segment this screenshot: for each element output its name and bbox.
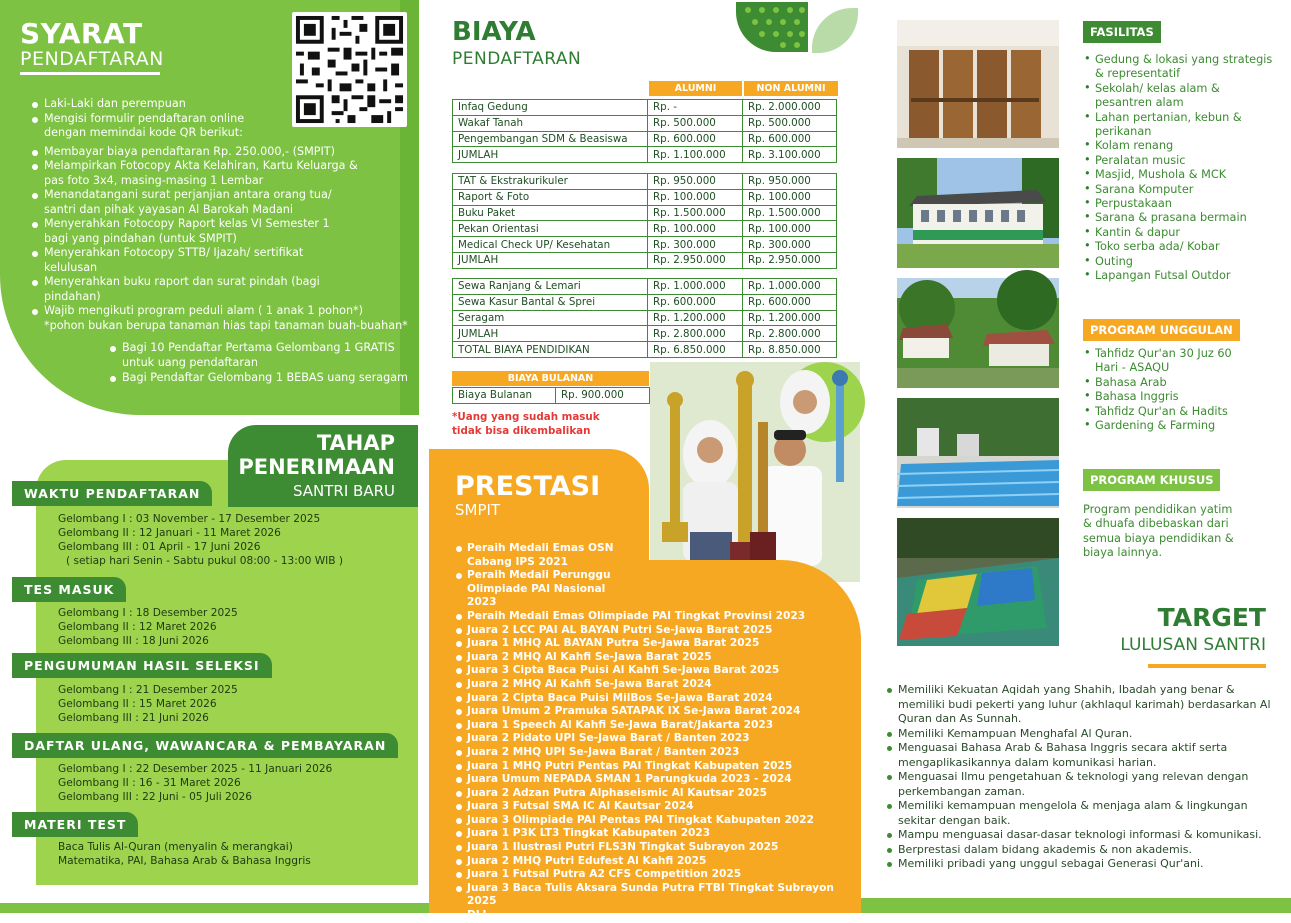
prestasi-subtitle: SMPIT [455, 501, 501, 519]
warning-line: *Uang yang sudah masuk [452, 411, 600, 423]
target-subtitle: LULUSAN SANTRI [1120, 635, 1266, 655]
schedule-line: Gelombang I : 22 Desember 2025 - 11 Januari 2026 [58, 763, 333, 775]
syarat-item: Membayar biaya pendaftaran Rp. 250.000,- (SMPIT) [30, 145, 390, 160]
prestasi-item: Peraih Medali Emas OSN Cabang IPS 2021 [455, 542, 630, 569]
materi-line: Baca Tulis Al-Quran (menyalin & merangkai) [58, 841, 293, 853]
unggulan-item: • Gardening & Farming [1083, 419, 1243, 433]
fasilitas-item: • Sekolah/ kelas alam & pesantren alam [1083, 82, 1273, 111]
cell: Wakaf Tanah [453, 115, 648, 131]
cell: Buku Paket [453, 205, 648, 221]
prestasi-item: Juara 2 MHQ UPI Se-Jawa Barat / Banten 2023 [455, 746, 850, 760]
fasilitas-item: • Kantin & dapur [1083, 226, 1273, 240]
program-unggulan-list [1083, 347, 1243, 433]
fasilitas-item: • Kolam renang [1083, 139, 1273, 153]
tes-schedule [58, 606, 238, 648]
waktu-schedule [58, 512, 343, 568]
table-row-total [453, 252, 837, 268]
daftar-ulang-label: DAFTAR ULANG, WAWANCARA & PEMBAYARAN [12, 733, 398, 758]
syarat-item: Menandatangani surat perjanjian antara orang tua/ santri dan pihak yayasan Al Barokah Madani [30, 188, 350, 217]
cell: Seragam [453, 310, 648, 326]
fasilitas-item: • Lapangan Futsal Outdor [1083, 269, 1273, 283]
bottom-strip-right [861, 898, 1291, 913]
cell: Rp. 1.200.000 [648, 310, 743, 326]
table-row [453, 174, 837, 190]
prestasi-item: Juara 2 LCC PAI AL BAYAN Putri Se-Jawa Barat 2025 [455, 624, 850, 638]
table-row-grand-total [453, 342, 837, 358]
cell: JUMLAH [453, 326, 648, 342]
biaya-title: BIAYA [452, 17, 536, 47]
cell: Rp. 600.000 [648, 294, 743, 310]
cell: Rp. 8.850.000 [743, 342, 837, 358]
biaya-table-1 [452, 99, 837, 163]
table-row [453, 310, 837, 326]
prestasi-item: Juara 2 MHQ Al Kahfi Se-Jawa Barat 2024 [455, 678, 850, 692]
tes-masuk-label: TES MASUK [12, 577, 126, 602]
cell: Rp. 600.000 [743, 131, 837, 147]
fasilitas-item: • Peralatan music [1083, 154, 1273, 168]
cell: Rp. 2.950.000 [648, 252, 743, 268]
cell: Rp. 950.000 [648, 174, 743, 190]
cell: Pekan Orientasi [453, 221, 648, 237]
dormitory-image [897, 20, 1059, 148]
syarat-item: Menyerahkan Fotocopy STTB/ Ijazah/ sertifikat kelulusan [30, 246, 320, 275]
cell: Medical Check UP/ Kesehatan [453, 237, 648, 253]
photo-futsal-court [897, 518, 1059, 646]
cell: Rp. 100.000 [743, 189, 837, 205]
fasilitas-item: • Gedung & lokasi yang strategis & representatif [1083, 53, 1273, 82]
syarat-item: Laki-Laki dan perempuan [30, 97, 390, 112]
prestasi-item: Juara 3 Futsal SMA IC Al Kautsar 2024 [455, 800, 850, 814]
prestasi-item: Juara 2 Cipta Baca Puisi MilBos Se-Jawa Barat 2024 [455, 692, 850, 706]
syarat-note: *pohon bukan berupa tanaman hias tapi tanaman buah-buahan* [44, 318, 408, 332]
fasilitas-item: • Toko serba ada/ Kobar [1083, 240, 1273, 254]
school-building-image [897, 158, 1059, 268]
prestasi-item: Juara 1 Speech Al Kahfi Se-Jawa Barat/Jakarta 2023 [455, 719, 850, 733]
target-item: Mampu menguasai dasar-dasar teknologi informasi & komunikasi. [884, 828, 1274, 843]
cell: Rp. - [648, 100, 743, 116]
tahap-title-line2: PENERIMAAN [238, 455, 395, 479]
cell: Rp. 950.000 [743, 174, 837, 190]
prestasi-title: PRESTASI [455, 471, 601, 502]
materi-line: Matematika, PAI, Bahasa Arab & Bahasa Inggris [58, 855, 311, 867]
cell: Rp. 100.000 [648, 189, 743, 205]
cell: Rp. 100.000 [743, 221, 837, 237]
target-item: Menguasai Ilmu pengetahuan & teknologi yang relevan dengan perkembangan zaman. [884, 770, 1274, 799]
cell: Rp. 1.500.000 [648, 205, 743, 221]
schedule-line: Gelombang III : 21 Juni 2026 [58, 712, 209, 724]
cell: Rp. 500.000 [648, 115, 743, 131]
syarat-subtitle: PENDAFTARAN [20, 48, 164, 70]
cell: Rp. 1.000.000 [743, 279, 837, 295]
photo-school-building [897, 158, 1059, 268]
cell: Rp. 6.850.000 [648, 342, 743, 358]
fasilitas-item: • Sarana & prasana bermain [1083, 211, 1273, 225]
schedule-line: Gelombang II : 15 Maret 2026 [58, 698, 217, 710]
cell: Infaq Gedung [453, 100, 648, 116]
target-item: Memiliki Kemampuan Menghafal Al Quran. [884, 727, 1274, 742]
syarat-underline [20, 72, 160, 75]
target-title: TARGET [1157, 603, 1266, 632]
prestasi-item: Juara 2 Pidato UPI Se-Jawa Barat / Banten 2023 [455, 732, 850, 746]
cell: Sewa Kasur Bantal & Sprei [453, 294, 648, 310]
program-khusus-text: Program pendidikan yatim & dhuafa dibebaskan dari semua biaya pendidikan & biaya lainnya. [1083, 503, 1234, 560]
cell: Rp. 2.000.000 [743, 100, 837, 116]
cell: Rp. 600.000 [648, 131, 743, 147]
cell: Sewa Ranjang & Lemari [453, 279, 648, 295]
cell: TAT & Ekstrakurikuler [453, 174, 648, 190]
table-row [453, 279, 837, 295]
swimming-pool-image [897, 398, 1059, 508]
schedule-line: ( setiap hari Senin - Sabtu pukul 08:00 - 13:00 WIB ) [66, 555, 344, 567]
biaya-bulanan-header: BIAYA BULANAN [452, 371, 649, 386]
table-row [453, 294, 837, 310]
syarat-list-block [30, 97, 408, 333]
table-row [453, 189, 837, 205]
fasilitas-label: FASILITAS [1083, 21, 1161, 43]
syarat-item: Menyerahkan buku raport dan surat pindah (bagi pindahan) [30, 275, 330, 304]
prestasi-item: Juara Umum 2 Pramuka SATAPAK IX Se-Jawa Barat 2024 [455, 705, 850, 719]
fasilitas-item: • Masjid, Mushola & MCK [1083, 168, 1273, 182]
syarat-item: Mengisi formulir pendaftaran online dengan memindai kode QR berikut: [30, 112, 260, 141]
unggulan-item: • Tahfidz Qur'an & Hadits [1083, 405, 1243, 419]
target-item: Memiliki Kekuatan Aqidah yang Shahih, Ibadah yang benar & memiliki budi pekerti yang luhur (akhlaqul karimah) berdasarkan Al Quran dan As Sunnah. [884, 683, 1274, 727]
cell: Rp. 1.200.000 [743, 310, 837, 326]
biaya-subtitle: PENDAFTARAN [452, 49, 582, 69]
target-underline [1148, 664, 1266, 668]
target-list [884, 683, 1274, 872]
cell: Rp. 300.000 [743, 237, 837, 253]
prestasi-item: Juara 1 P3K LT3 Tingkat Kabupaten 2023 [455, 827, 850, 841]
schedule-line: Gelombang I : 21 Desember 2025 [58, 684, 238, 696]
prestasi-item: Juara 2 MHQ Putri Edufest Al Kahfi 2025 [455, 855, 850, 869]
syarat-item: Menyerahkan Fotocopy Raport kelas VI Semester 1 bagi yang pindahan (untuk SMPIT) [30, 217, 340, 246]
prestasi-item: DLL [455, 909, 850, 923]
bonus-item: Bagi 10 Pendaftar Pertama Gelombang 1 GRATIS untuk uang pendaftaran [108, 341, 408, 370]
table-row [453, 205, 837, 221]
prestasi-item: Juara Umum NEPADA SMAN 1 Parungkuda 2023 - 2024 [455, 773, 850, 787]
target-item: Memiliki kemampuan mengelola & menjaga alam & lingkungan sekitar dengan baik. [884, 799, 1274, 828]
schedule-line: Gelombang I : 18 Desember 2025 [58, 607, 238, 619]
cell: Rp. 1.000.000 [648, 279, 743, 295]
cell: Rp. 100.000 [648, 221, 743, 237]
tahap-title [228, 431, 395, 479]
prestasi-item: Peraih Medali Perunggu Olimpiade PAI Nasional 2023 [455, 569, 630, 610]
schedule-line: Gelombang III : 01 April - 17 Juni 2026 [58, 541, 261, 553]
cell: Rp. 3.100.000 [743, 147, 837, 163]
cell: Rp. 900.000 [556, 388, 650, 404]
prestasi-item: Juara 3 Baca Tulis Aksara Sunda Putra FTBI Tingkat Subrayon 2025 [455, 882, 850, 909]
prestasi-list [455, 542, 850, 923]
prestasi-item: Juara 3 Olimpiade PAI Pentas PAI Tingkat Kabupaten 2022 [455, 814, 850, 828]
prestasi-item: Juara 1 MHQ Putri Pentas PAI Tingkat Kabupaten 2025 [455, 760, 850, 774]
futsal-court-image [897, 518, 1059, 646]
cell: JUMLAH [453, 252, 648, 268]
table-row [453, 115, 837, 131]
target-item: Menguasai Bahasa Arab & Bahasa Inggris secara aktif serta mengaplikasikannya dalam komunikasi harian. [884, 741, 1274, 770]
daftar-schedule [58, 762, 332, 804]
col-header-non-alumni: NON ALUMNI [744, 81, 838, 96]
unggulan-item: • Bahasa Inggris [1083, 390, 1243, 404]
cell: Pengembangan SDM & Beasiswa [453, 131, 648, 147]
table-row [453, 237, 837, 253]
biaya-table-2 [452, 173, 837, 269]
fasilitas-item: • Sarana Komputer [1083, 183, 1273, 197]
table-row-total [453, 326, 837, 342]
biaya-table-3 [452, 278, 837, 358]
photo-swimming-pool [897, 398, 1059, 508]
cell: Rp. 2.800.000 [743, 326, 837, 342]
prestasi-item: Peraih Medali Emas Olimpiade PAI Tingkat Provinsi 2023 [455, 610, 850, 624]
prestasi-item: Juara 3 Cipta Baca Puisi Al Kahfi Se-Jawa Barat 2025 [455, 664, 850, 678]
prestasi-item: Juara 2 Adzan Putra Alphaseismic Al Kautsar 2025 [455, 787, 850, 801]
syarat-bonus-list [108, 341, 408, 386]
prestasi-item: Juara 1 Futsal Putra A2 CFS Competition 2025 [455, 868, 850, 882]
cell: Rp. 1.500.000 [743, 205, 837, 221]
schedule-line: Gelombang III : 18 Juni 2026 [58, 635, 209, 647]
cell: Rp. 2.950.000 [743, 252, 837, 268]
prestasi-item: Juara 1 MHQ AL BAYAN Putra Se-Jawa Barat 2025 [455, 637, 850, 651]
cell: Rp. 500.000 [743, 115, 837, 131]
materi-list [58, 840, 311, 868]
fasilitas-item: • Lahan pertanian, kebun & perikanan [1083, 111, 1273, 140]
table-row [453, 388, 650, 404]
schedule-line: Gelombang III : 22 Juni - 05 Juli 2026 [58, 791, 252, 803]
photo-campus-hill [897, 278, 1059, 388]
cell: JUMLAH [453, 147, 648, 163]
fasilitas-item: • Outing [1083, 255, 1273, 269]
refund-warning [452, 410, 600, 438]
cell: Raport & Foto [453, 189, 648, 205]
photo-dormitory [897, 20, 1059, 148]
table-row [453, 221, 837, 237]
pengumuman-label: PENGUMUMAN HASIL SELEKSI [12, 653, 272, 678]
target-item: Memiliki pribadi yang unggul sebagai Generasi Qur'ani. [884, 857, 1274, 872]
schedule-line: Gelombang II : 16 - 31 Maret 2026 [58, 777, 241, 789]
fasilitas-item: • Perpustakaan [1083, 197, 1273, 211]
cell: TOTAL BIAYA PENDIDIKAN [453, 342, 648, 358]
schedule-line: Gelombang II : 12 Maret 2026 [58, 621, 217, 633]
pengumuman-schedule [58, 683, 238, 725]
syarat-item: Wajib mengikuti program peduli alam ( 1 anak 1 pohon*) [30, 304, 390, 319]
schedule-line: Gelombang I : 03 November - 17 Desember 2025 [58, 513, 321, 525]
program-unggulan-label: PROGRAM UNGGULAN [1083, 319, 1240, 341]
dots-pattern-icon [736, 2, 808, 52]
cell: Biaya Bulanan [453, 388, 556, 404]
cell: Rp. 300.000 [648, 237, 743, 253]
tahap-title-line1: TAHAP [316, 431, 395, 455]
table-row-total [453, 147, 837, 163]
unggulan-item: • Bahasa Arab [1083, 376, 1243, 390]
cell: Rp. 2.800.000 [648, 326, 743, 342]
tahap-subtitle: SANTRI BARU [292, 482, 395, 500]
waktu-pendaftaran-label: WAKTU PENDAFTARAN [12, 481, 212, 506]
bonus-item: Bagi Pendaftar Gelombang 1 BEBAS uang seragam [108, 371, 408, 386]
program-khusus-label: PROGRAM KHUSUS [1083, 469, 1220, 491]
target-item: Berprestasi dalam bidang akademis & non akademis. [884, 843, 1274, 858]
syarat-title: SYARAT [20, 17, 143, 50]
prestasi-item: Juara 1 Ilustrasi Putri FLS3N Tingkat Subrayon 2025 [455, 841, 850, 855]
cell: Rp. 1.100.000 [648, 147, 743, 163]
materi-test-label: MATERI TEST [12, 812, 138, 837]
table-row [453, 131, 837, 147]
syarat-item: Melampirkan Fotocopy Akta Kelahiran, Kartu Keluarga & pas foto 3x4, masing-masing 1 Lembar [30, 159, 360, 188]
unggulan-item: • Tahfidz Qur'an 30 Juz 60 Hari - ASAQU [1083, 347, 1243, 376]
table-row [453, 100, 837, 116]
decor-leaf-shape [812, 8, 858, 53]
schedule-line: Gelombang II : 12 Januari - 11 Maret 2026 [58, 527, 281, 539]
fasilitas-list [1083, 53, 1273, 284]
cell: Rp. 600.000 [743, 294, 837, 310]
campus-hill-image [897, 278, 1059, 388]
col-header-alumni: ALUMNI [649, 81, 742, 96]
prestasi-item: Juara 2 MHQ Al Kahfi Se-Jawa Barat 2025 [455, 651, 850, 665]
biaya-bulanan-table [452, 387, 650, 404]
warning-line: tidak bisa dikembalikan [452, 425, 591, 437]
decor-dots-shape [736, 2, 808, 52]
bottom-strip-left [0, 903, 429, 913]
